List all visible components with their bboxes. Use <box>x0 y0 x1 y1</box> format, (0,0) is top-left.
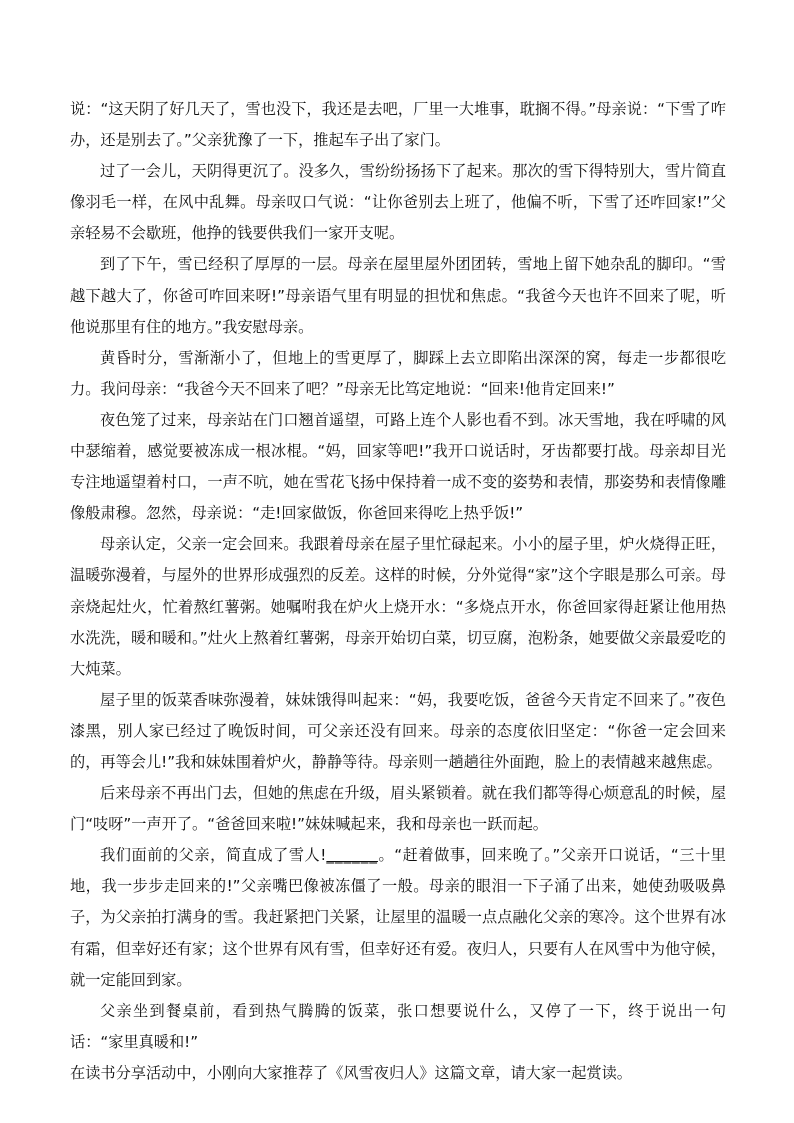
paragraph-4: 黄昏时分，雪渐渐小了，但地上的雪更厚了，脚踩上去立即陷出深深的窝，每走一步都很吃力。我问母亲：“我爸今天不回来了吧？”母亲无比笃定地说：“回来!他肯定回来!” <box>70 348 726 398</box>
paragraph-5: 夜色笼了过来，母亲站在门口翘首遥望，可路上连个人影也看不到。冰天雪地，我在呼啸的风中瑟缩着，感觉要被冻成一根冰棍。“妈，回家等吧!”我开口说话时，牙齿都要打战。母亲却目光专注地遥望着村口，一声不吭，她在雪花飞扬中保持着一成不变的姿势和表情，那姿势和表情像雕像般肃穆。忽然，母亲说：“走!回家做饭，你爸回来得吃上热乎饭!” <box>70 410 726 523</box>
fill-in-blank: ______ <box>326 846 378 865</box>
paragraph-6: 母亲认定，父亲一定会回来。我跟着母亲在屋子里忙碌起来。小小的屋子里，炉火烧得正旺，温暖弥漫着，与屋外的世界形成强烈的反差。这样的时候，分外觉得“家”这个字眼是那么可亲。母亲烧起灶火，忙着熬红薯粥。她嘱咐我在炉火上烧开水：“多烧点开水，你爸回家得赶紧让他用热水洗洗，暖和暖和。”灶火上熬着红薯粥，母亲开始切白菜，切豆腐，泡粉条，她要做父亲最爱吃的大炖菜。 <box>70 535 726 678</box>
paragraph-9-text-before: 我们面前的父亲，简直成了雪人! <box>100 846 327 865</box>
paragraph-9-text-after: 。“赶着做事，回来晚了。”父亲开口说话，“三十里地，我一步步走回来的!”父亲嘴巴像被冻僵了一般。母亲的眼泪一下子涌了出来，她使劲吸吸鼻子，为父亲拍打满身的雪。我赶紧把门关紧，让屋里的温暖一点点融化父亲的寒冷。这个世界有冰有霜，但幸好还有家；这个世界有风有雪，但幸好还有爱。夜归人，只要有人在风雪中为他守候，就一定能回到家。 <box>70 846 726 989</box>
paragraph-1: 说：“这天阴了好几天了，雪也没下，我还是去吧，厂里一大堆事，耽搁不得。”母亲说：“下雪了咋办，还是别去了。”父亲犹豫了一下，推起车子出了家门。 <box>70 100 726 150</box>
paragraph-9 <box>70 840 726 995</box>
paragraph-7: 屋子里的饭菜香味弥漫着，妹妹饿得叫起来：“妈，我要吃饭，爸爸今天肯定不回来了。”夜色漆黑，别人家已经过了晚饭时间，可父亲还没有回来。母亲的态度依旧坚定：“你爸一定会回来的，再等会儿!”我和妹妹围着炉火，静静等待。母亲则一趟趟往外面跑，脸上的表情越来越焦虑。 <box>70 690 726 771</box>
paragraph-3: 到了下午，雪已经积了厚厚的一层。母亲在屋里屋外团团转，雪地上留下她杂乱的脚印。“雪越下越大了，你爸可咋回来呀!”母亲语气里有明显的担忧和焦虑。“我爸今天也许不回来了呢，听他说那里有住的地方。”我安慰母亲。 <box>70 255 726 336</box>
reading-task-prompt: 在读书分享活动中，小刚向大家推荐了《风雪夜归人》这篇文章，请大家一起赏读。 <box>70 1063 632 1082</box>
document-body <box>70 94 726 1089</box>
paragraph-10: 父亲坐到餐桌前，看到热气腾腾的饭菜，张口想要说什么，又停了一下，终于说出一句话：“家里真暖和!” <box>70 1001 726 1051</box>
paragraph-2: 过了一会儿，天阴得更沉了。没多久，雪纷纷扬扬下了起来。那次的雪下得特别大，雪片简直像羽毛一样，在风中乱舞。母亲叹口气说：“让你爸别去上班了，他偏不听，下雪了还咋回家!”父亲轻易不会歇班，他挣的钱要供我们一家开支呢。 <box>70 162 726 243</box>
paragraph-8: 后来母亲不再出门去，但她的焦虑在升级，眉头紧锁着。就在我们都等得心烦意乱的时候，屋门“吱呀”一声开了。“爸爸回来啦!”妹妹喊起来，我和母亲也一跃而起。 <box>70 784 726 834</box>
